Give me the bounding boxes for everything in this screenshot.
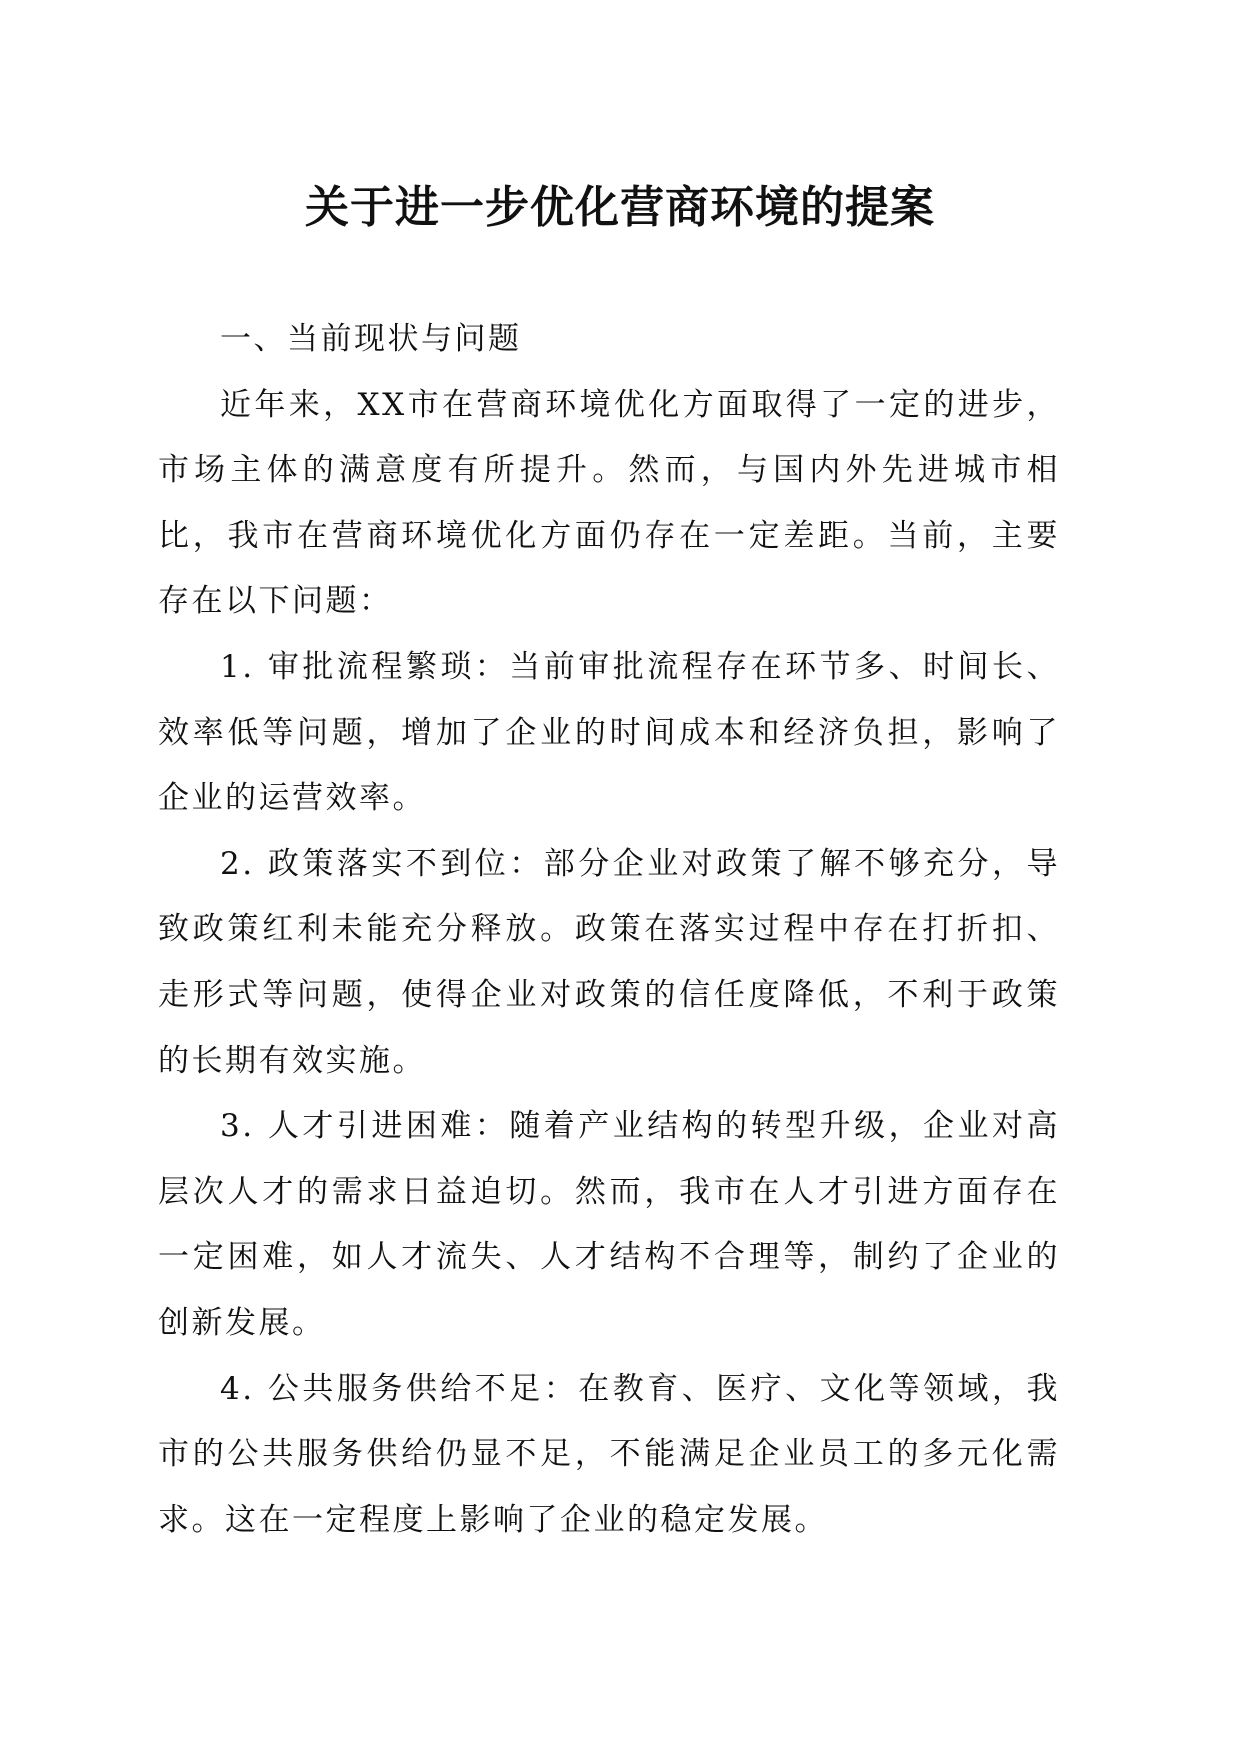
paragraph-intro: 近年来，XX市在营商环境优化方面取得了一定的进步，市场主体的满意度有所提升。然而，与国内外先进城市相比，我市在营商环境优化方面仍存在一定差距。当前，主要存在以下问题： <box>158 386 1060 620</box>
paragraph-item-3: 3. 人才引进困难：随着产业结构的转型升级，企业对高层次人才的需求日益迫切。然而，我市在人才引进方面存在一定困难，如人才流失、人才结构不合理等，制约了企业的创新发展。 <box>158 1108 1060 1341</box>
document-body <box>158 307 1060 1553</box>
paragraph-item-1: 1. 审批流程繁琐：当前审批流程存在环节多、时间长、效率低等问题，增加了企业的时间成本和经济负担，影响了企业的运营效率。 <box>158 648 1060 817</box>
paragraph-item-2: 2. 政策落实不到位：部分企业对政策了解不够充分，导致政策红利未能充分释放。政策在落实过程中存在打折扣、走形式等问题，使得企业对政策的信任度降低，不利于政策的长期有效实施。 <box>158 845 1060 1079</box>
section-heading: 一、当前现状与问题 <box>220 321 522 357</box>
document-title: 关于进一步优化营商环境的提案 <box>305 182 935 233</box>
paragraph-item-4: 4. 公共服务供给不足：在教育、医疗、文化等领域，我市的公共服务供给仍显不足，不能满足企业员工的多元化需求。这在一定程度上影响了企业的稳定发展。 <box>158 1370 1060 1538</box>
